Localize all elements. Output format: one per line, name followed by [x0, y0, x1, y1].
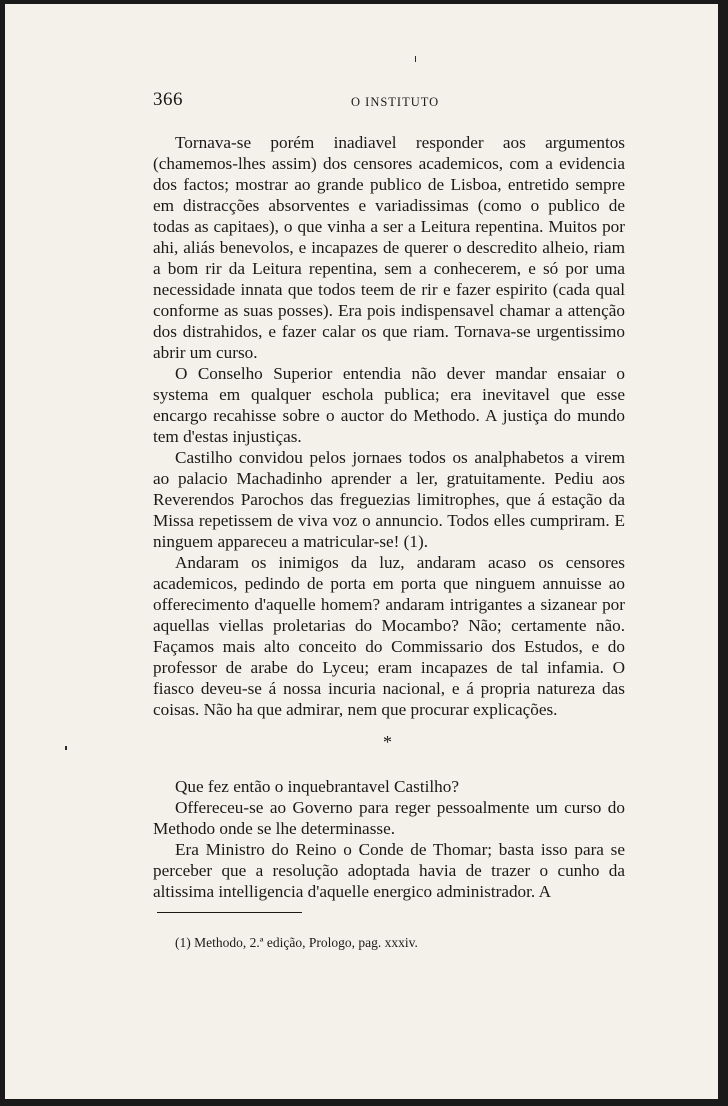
second-text-section — [153, 776, 625, 902]
section-separator: * — [383, 732, 392, 752]
footnote-rule — [157, 912, 302, 913]
paragraph-5: Que fez então o inquebrantavel Castilho? — [175, 777, 459, 796]
paragraph-3: Castilho convidou pelos jornaes todos os analphabetos a virem ao palacio Machadinho aprender a ler, gratuitamente. Pediu aos Reverendos Parochos das freguezias limitrophes, que á estação da Missa repetissem de viva voz o annuncio. Todos elles cumpriram. E ninguem appareceu a matricular-se! (1). — [153, 448, 625, 551]
footnote — [175, 934, 615, 952]
scan-speck — [65, 746, 67, 750]
main-text-section — [153, 132, 625, 720]
paragraph-2: O Conselho Superior entendia não dever mandar ensaiar o systema em qualquer eschola publica; era inevitavel que esse encargo recahisse sobre o auctor do Methodo. A justiça do mundo tem d'estas injustiças. — [153, 364, 625, 446]
page-number: 366 — [153, 89, 183, 110]
footnote-text: Methodo, 2.ª edição, Prologo, pag. xxxiv. — [194, 935, 418, 950]
book-page — [5, 4, 718, 1099]
footnote-marker: (1) — [175, 935, 191, 950]
running-title: O INSTITUTO — [351, 95, 440, 109]
scan-speck — [415, 56, 416, 62]
paragraph-7: Era Ministro do Reino o Conde de Thomar; basta isso para se perceber que a resolução adoptada havia de trazer o cunho da altissima intelligencia d'aquelle energico administrador. A — [153, 840, 625, 901]
paragraph-6: Offereceu-se ao Governo para reger pessoalmente um curso do Methodo onde se lhe determinasse. — [153, 798, 625, 838]
page-header — [153, 89, 623, 117]
paragraph-4: Andaram os inimigos da luz, andaram acaso os censores academicos, pedindo de porta em porta que ninguem annuisse ao offerecimento d'aquelle homem? andaram intrigantes a sizanear por aquellas viellas proletarias do Mocambo? Não; certamente não. Façamos mais alto conceito do Commissario dos Estudos, e do professor de arabe do Lyceu; eram incapazes de tal infamia. O fiasco deveu-se á nossa incuria nacional, e á propria natureza das coisas. Não ha que admirar, nem que procurar explicações. — [153, 553, 625, 719]
paragraph-1: Tornava-se porém inadiavel responder aos argumentos (chamemos-lhes assim) dos censores academicos, com a evidencia dos factos; mostrar ao grande publico de Lisboa, entretido sempre em distracções absorventes e variadissimas (como o publico de todas as capitaes), o que vinha a ser a Leitura repentina. Muitos por ahi, aliás benevolos, e incapazes de querer o descredito alheio, riam a bom rir da Leitura repentina, sem a conhecerem, e só por uma necessidade innata que todos teem de rir e fazer espirito (cada qual conforme as suas posses). Era pois indispensavel chamar a attenção dos distrahidos, e fazer calar os que riam. Tornava-se urgentissimo abrir um curso. — [153, 133, 625, 362]
